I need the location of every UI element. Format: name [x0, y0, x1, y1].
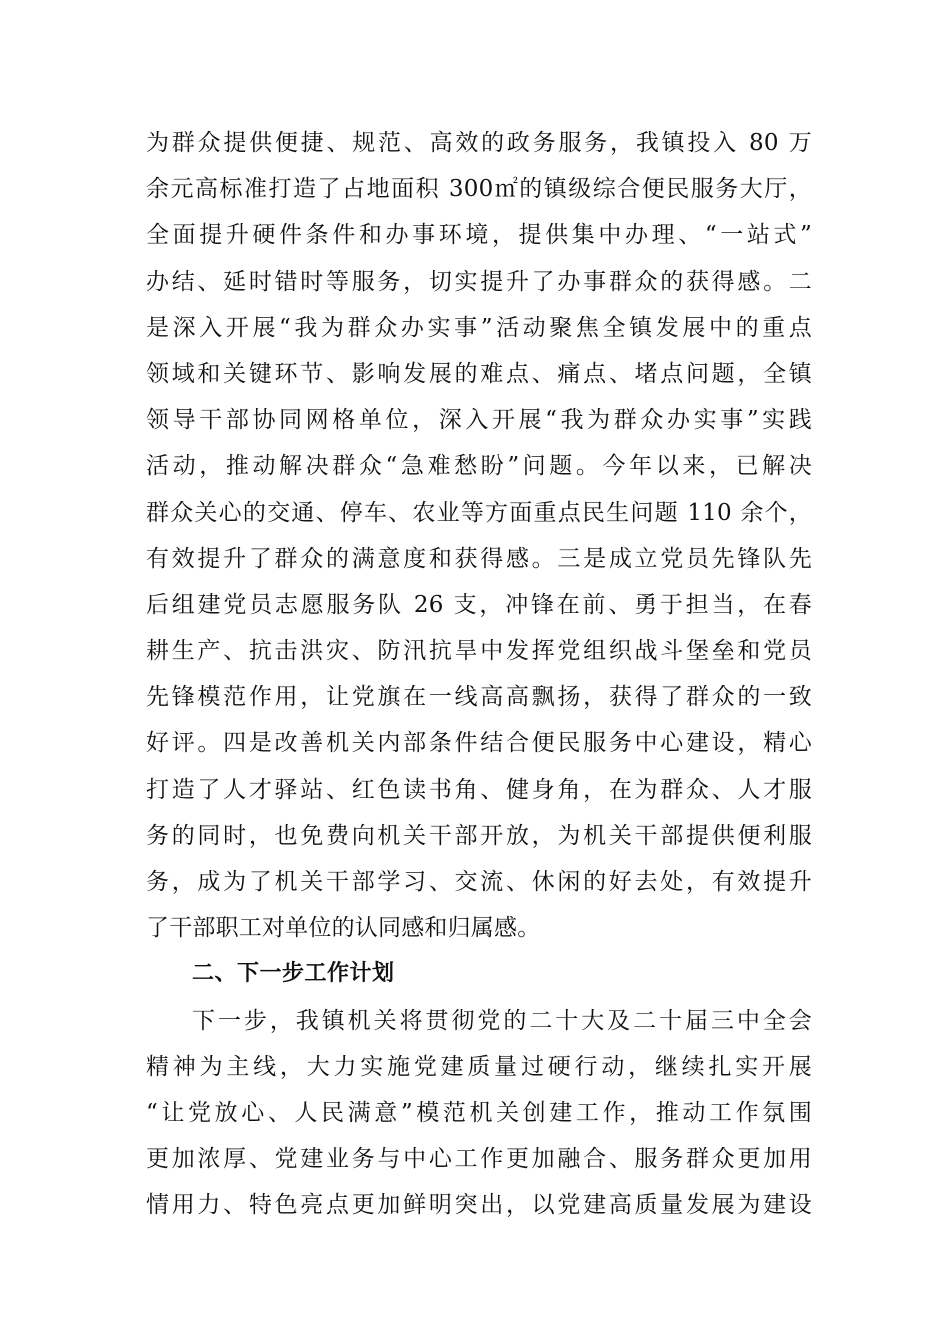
paragraph-line: 务，成为了机关干部学习、交流、休闲的好去处，有效提升 [146, 869, 812, 895]
section-heading: 二、下一步工作计划 [192, 961, 395, 987]
paragraph-line: 后组建党员志愿服务队 26 支，冲锋在前、勇于担当，在春 [146, 591, 812, 618]
document-body [146, 120, 812, 1229]
paragraph-line: 余元高标准打造了占地面积 300㎡的镇级综合便民服务大厅， [146, 176, 812, 203]
paragraph-line: 群众关心的交通、停车、农业等方面重点民生问题 110 余个， [146, 499, 812, 526]
paragraph-line: 打造了人才驿站、红色读书角、健身角，在为群众、人才服 [146, 776, 812, 803]
paragraph-line: 先锋模范作用，让党旗在一线高高飘扬，获得了群众的一致 [146, 684, 812, 711]
paragraph-line: 为群众提供便捷、规范、高效的政务服务，我镇投入 80 万 [146, 130, 812, 156]
paragraph-line: 务的同时，也免费向机关干部开放，为机关干部提供便利服 [146, 822, 812, 849]
paragraph-line: 好评。四是改善机关内部条件结合便民服务中心建设，精心 [146, 730, 812, 757]
paragraph-line: 活动，推动解决群众“急难愁盼”问题。今年以来，已解决 [146, 453, 812, 480]
paragraph-line: 下一步，我镇机关将贯彻党的二十大及二十届三中全会 [192, 1007, 812, 1034]
paragraph-line: 了干部职工对单位的认同感和归属感。 [146, 915, 541, 942]
paragraph-line: “让党放心、人民满意”模范机关创建工作，推动工作氛围 [146, 1099, 812, 1126]
paragraph-line: 耕生产、抗击洪灾、防汛抗旱中发挥党组织战斗堡垒和党员 [146, 638, 812, 665]
paragraph-line: 领域和关键环节、影响发展的难点、痛点、堵点问题，全镇 [146, 360, 812, 387]
paragraph-line: 有效提升了群众的满意度和获得感。三是成立党员先锋队先 [146, 545, 812, 572]
paragraph-line: 是深入开展“我为群众办实事”活动聚焦全镇发展中的重点 [146, 314, 812, 341]
paragraph-line: 全面提升硬件条件和办事环境，提供集中办理、“一站式” [146, 222, 812, 249]
paragraph-line: 情用力、特色亮点更加鲜明突出，以党建高质量发展为建设 [146, 1192, 812, 1219]
paragraph-line: 办结、延时错时等服务，切实提升了办事群众的获得感。二 [146, 268, 812, 295]
paragraph-line: 精神为主线，大力实施党建质量过硬行动，继续扎实开展 [146, 1053, 812, 1080]
paragraph-line: 领导干部协同网格单位，深入开展“我为群众办实事”实践 [146, 407, 812, 434]
paragraph-line: 更加浓厚、党建业务与中心工作更加融合、服务群众更加用 [146, 1146, 812, 1173]
